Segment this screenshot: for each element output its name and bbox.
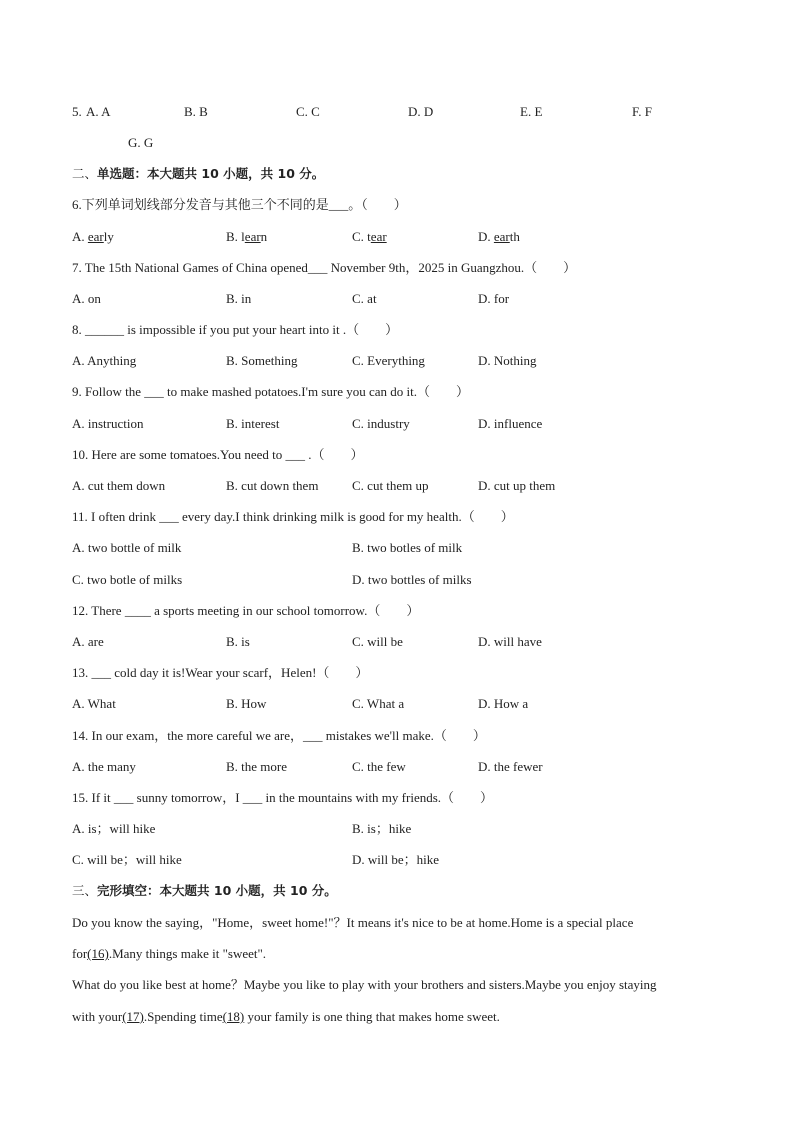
underlined-letters: ear [244, 229, 261, 244]
blank-16[interactable]: (16) [87, 946, 109, 961]
question-10-stem: 10. Here are some tomatoes.You need to ___ .（ ） [72, 447, 364, 462]
option-rest: th [509, 229, 520, 244]
question-count: 10 [213, 883, 232, 898]
option-c: C. C [296, 104, 320, 119]
option-d [478, 229, 520, 245]
section-score: 10 [277, 166, 295, 181]
option-c: C. cut them up [352, 478, 429, 493]
question-12-stem: 12. There ____ a sports meeting in our school tomorrow.（ ） [72, 603, 420, 618]
question-11-stem: 11. I often drink ___ every day.I think drinking milk is good for my health.（ ） [72, 509, 514, 524]
passage-line-1: Do you know the saying，"Home，sweet home!"？It means it's nice to be at home.Home is a special place [72, 915, 634, 930]
section-title: 完形填空：本大题共 [97, 883, 210, 898]
blank-18[interactable]: (18) [222, 1009, 245, 1024]
section-title-mid: 小题，共 [235, 883, 286, 898]
option-a: A. are [72, 634, 104, 649]
question-7-stem: 7. The 15th National Games of China opened___ November 9th，2025 in Guangzhou.（ ） [72, 260, 577, 275]
option-c: C. the few [352, 759, 406, 774]
option-label: C. t [352, 229, 371, 244]
option-b: B. two botles of milk [352, 540, 463, 555]
option-a: A. Anything [72, 353, 137, 368]
option-d: D. How a [478, 696, 529, 711]
passage-line-3: What do you like best at home？Maybe you like to play with your brothers and sisters.Maybe you enjoy staying [72, 977, 657, 992]
passage-text: for [72, 946, 88, 961]
passage-text: .Many things make it "sweet". [108, 946, 267, 961]
question-8-stem: 8. ______ is impossible if you put your heart into it .（ ） [72, 322, 399, 337]
option-f: F. F [632, 104, 652, 119]
option-c: C. will be；will hike [72, 852, 182, 867]
question-13-stem: 13. ___ cold day it is!Wear your scarf，Helen!（ ） [72, 665, 369, 680]
underlined-letters: ear [493, 229, 510, 244]
passage-text: your family is one thing that makes home sweet. [244, 1009, 500, 1024]
option-c: C. industry [352, 416, 410, 431]
option-d: D. will have [478, 634, 542, 649]
option-d: D. D [408, 104, 434, 119]
option-b: B. the more [226, 759, 288, 774]
option-a: A. the many [72, 759, 136, 774]
option-c: C. at [352, 291, 377, 306]
option-a: A. A [86, 104, 111, 119]
option-label: A. [72, 229, 85, 244]
option-c: C. will be [352, 634, 403, 649]
passage-text: .Spending time [143, 1009, 223, 1024]
passage-line-4 [72, 1009, 500, 1025]
option-b: B. is [226, 634, 250, 649]
question-14-stem: 14. In our exam，the more careful we are，___ mistakes we'll make.（ ） [72, 728, 486, 743]
question-count: 10 [201, 166, 219, 181]
option-a: A. two bottle of milk [72, 540, 182, 555]
option-g: G. G [128, 135, 154, 150]
question-15-stem: 15. If it ___ sunny tomorrow，I ___ in the mountains with my friends.（ ） [72, 790, 494, 805]
underlined-letters: ear [370, 229, 387, 244]
option-d: D. cut up them [478, 478, 556, 493]
option-b [226, 229, 267, 245]
option-b: B. B [184, 104, 208, 119]
option-a: A. What [72, 696, 116, 711]
option-rest: ly [103, 229, 114, 244]
section-title-mid: 小题，共 [223, 166, 274, 181]
option-d: D. the fewer [478, 759, 543, 774]
section-title: 单选题：本大题共 [97, 166, 198, 181]
section-heading-single-choice [72, 166, 324, 182]
option-b: B. is；hike [352, 821, 412, 836]
option-d: D. will be；hike [352, 852, 440, 867]
option-d: D. influence [478, 416, 543, 431]
blank-17[interactable]: (17) [122, 1009, 144, 1024]
option-c: C. Everything [352, 353, 425, 368]
section-title-end: 分。 [311, 883, 337, 898]
passage-line-2 [72, 946, 266, 962]
option-c [352, 229, 387, 245]
option-d: D. Nothing [478, 353, 537, 368]
option-rest: n [260, 229, 268, 244]
option-b: B. in [226, 291, 252, 306]
option-b: B. How [226, 696, 267, 711]
option-b: B. cut down them [226, 478, 319, 493]
option-b: B. Something [226, 353, 298, 368]
option-a: A. on [72, 291, 101, 306]
question-6-stem: 6.下列单词划线部分发音与其他三个不同的是___。（ ） [72, 197, 407, 212]
option-a [72, 229, 114, 245]
option-b: B. interest [226, 416, 280, 431]
underlined-letters: ear [87, 229, 104, 244]
section-score: 10 [290, 883, 308, 898]
option-d: D. for [478, 291, 510, 306]
option-d: D. two bottles of milks [352, 572, 472, 587]
question-5 [72, 104, 82, 120]
section-number: 二、 [72, 166, 98, 181]
question-9-stem: 9. Follow the ___ to make mashed potatoes.I'm sure you can do it.（ ） [72, 384, 469, 399]
section-number: 三、 [72, 883, 98, 898]
option-c: C. two botle of milks [72, 572, 183, 587]
option-a: A. cut them down [72, 478, 166, 493]
option-label: B. l [226, 229, 245, 244]
question-number: 5. [72, 104, 82, 119]
option-label: D. [478, 229, 491, 244]
option-a: A. instruction [72, 416, 144, 431]
option-a: A. is；will hike [72, 821, 156, 836]
option-e: E. E [520, 104, 543, 119]
passage-text: with your [72, 1009, 123, 1024]
option-c: C. What a [352, 696, 405, 711]
section-heading-cloze [72, 883, 337, 899]
section-title-end: 分。 [299, 166, 325, 181]
